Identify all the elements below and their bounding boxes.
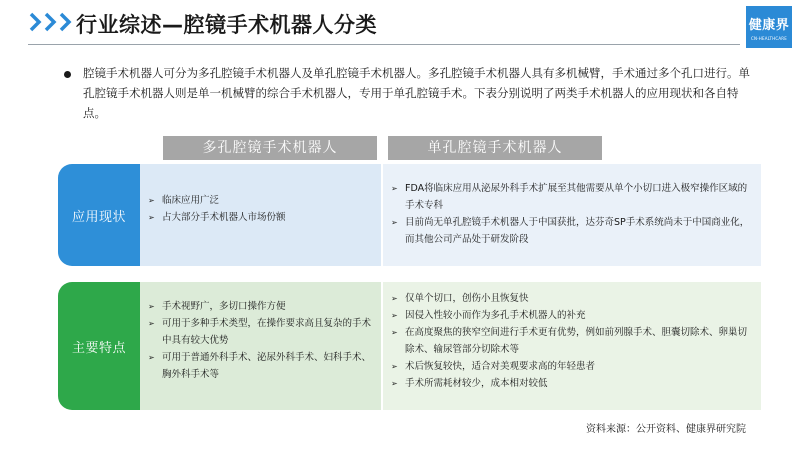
list-item: ➢ 因侵入性较小而作为多孔手术机器人的补充	[387, 307, 753, 324]
logo	[746, 6, 792, 48]
cell-application-single	[383, 164, 761, 266]
intro-paragraph	[67, 63, 757, 123]
row-label-application: 应用现状	[58, 164, 140, 266]
list-item: ➢ 临床应用广泛	[144, 192, 376, 209]
cell-features-single	[383, 282, 761, 410]
cell-features-multi	[140, 282, 381, 410]
column-header-single-port: 单孔腔镜手术机器人	[388, 136, 602, 160]
list-item: ➢ 占大部分手术机器人市场份额	[144, 209, 376, 226]
list-item: ➢ 手术视野广，多切口操作方便	[144, 298, 376, 315]
list-item: ➢ 可用于多种手术类型，在操作要求高且复杂的手术中具有较大优势	[144, 315, 376, 349]
page-title: 行业综述—腔镜手术机器人分类	[76, 13, 377, 37]
header	[0, 0, 802, 46]
list-item: ➢ FDA将临床应用从泌尿外科手术扩展至其他需要从单个小切口进入极窄操作区域的手术专科	[387, 180, 753, 214]
source-note: 资料来源：公开资料、健康界研究院	[586, 424, 746, 435]
header-divider	[28, 44, 740, 45]
cell-application-multi	[140, 164, 381, 266]
logo-cn: 健康界	[748, 18, 790, 33]
logo-en: CN-HEALTHCARE	[750, 36, 788, 41]
chevrons-icon	[28, 12, 72, 32]
list-item: ➢ 仅单个切口，创伤小且恢复快	[387, 290, 753, 307]
row-label-features: 主要特点	[58, 282, 140, 410]
list-item: ➢ 目前尚无单孔腔镜手术机器人于中国获批，达芬奇SP手术系统尚未于中国商业化，而其他公司产品处于研发阶段	[387, 214, 753, 248]
intro-text: 腔镜手术机器人可分为多孔腔镜手术机器人及单孔腔镜手术机器人。多孔腔镜手术机器人具有多机械臂，手术通过多个孔口进行。单孔腔镜手术机器人则是单一机械臂的综合手术机器人，专用于单孔腔镜手术。下表分别说明了两类手术机器人的应用现状和各自特点。	[83, 66, 750, 120]
list-item: ➢ 手术所需耗材较少，成本相对较低	[387, 375, 753, 392]
list-item: ➢ 在高度聚焦的狭窄空间进行手术更有优势，例如前列腺手术、胆囊切除术、卵巢切除术、输尿管部分切除术等	[387, 324, 753, 358]
list-item: ➢ 术后恢复较快，适合对美观要求高的年轻患者	[387, 358, 753, 375]
column-header-multi-port: 多孔腔镜手术机器人	[163, 136, 377, 160]
list-item: ➢ 可用于普通外科手术、泌尿外科手术、妇科手术、胸外科手术等	[144, 349, 376, 383]
